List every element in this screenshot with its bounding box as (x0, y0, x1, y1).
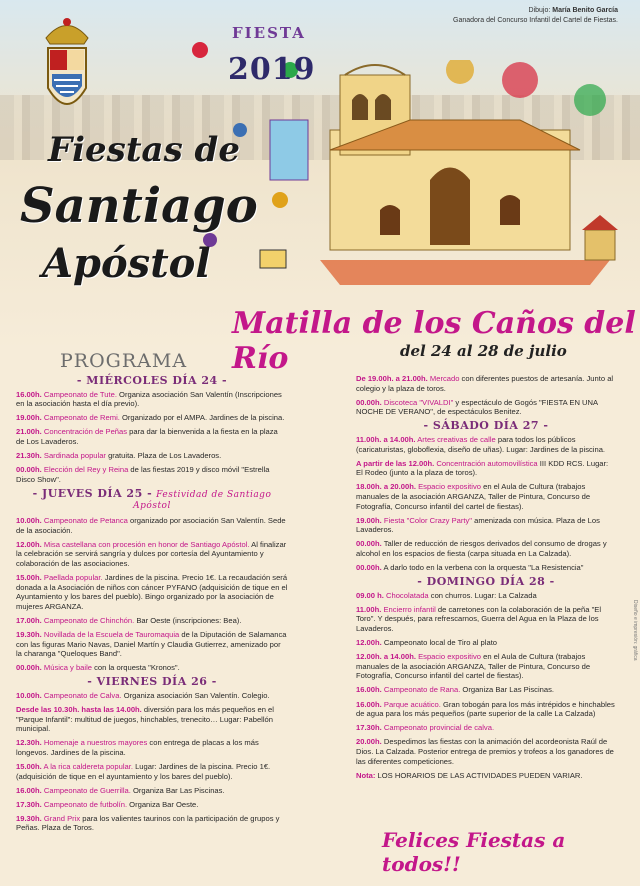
event-highlight: Campeonato de Guerrilla. (43, 785, 131, 795)
event-time: 00.00h. (356, 563, 382, 572)
event-details: en el Aula de Cultura (trabajos manuales de la asociación ARGANZA, Taller de Pintura, Concurso de Fotografía, Concurso infantil del cartel de fiestas). (356, 652, 591, 681)
program-event (16, 616, 288, 626)
event-highlight: Homenaje a nuestros mayores (43, 738, 148, 748)
event-highlight: Grand Prix (43, 813, 81, 823)
event-highlight: Chocolatada (386, 590, 429, 600)
event-time: Desde las 10.30h. hasta las 14.00h. (16, 705, 142, 715)
event-highlight: Campeonato de Chinchón. (43, 615, 135, 625)
event-time: 21.30h. (16, 451, 42, 461)
event-highlight: Fiesta "Color Crazy Party" (383, 515, 472, 525)
side-credit: Diseño e impresión: gráfica (632, 600, 638, 661)
program-event (356, 700, 616, 719)
program-event (356, 591, 616, 601)
event-highlight: Campeonato provincial de calva. (383, 723, 495, 733)
fiesta-year: 2019 (228, 52, 316, 87)
event-details: para todos los públicos (caricaturistas, globoflexia, diseño de uñas). Lugar: Jardines de la piscina. (356, 434, 606, 454)
event-details: Organiza Bar Las Piscinas. (130, 785, 225, 795)
event-details: LOS HORARIOS DE LAS ACTIVIDADES PUEDEN VARIAR. (377, 770, 583, 780)
fiesta-word: FIESTA (232, 24, 306, 42)
title-line-3: Apóstol (42, 240, 211, 287)
program-right-column (356, 374, 616, 785)
closing-greeting: Felices Fiestas a todos!! (382, 828, 566, 876)
program-event (16, 814, 288, 833)
event-details: de carretones con la colaboración de la peña "El Toro". Y después, para refrescarnos, Guerra del Agua en la Plaza de los Lavaderos. (356, 604, 602, 633)
event-time: 19.00h. (16, 413, 42, 423)
town-name: Matilla de los Caños del Río (232, 306, 636, 376)
day-heading (356, 577, 616, 587)
program-event (356, 771, 616, 781)
program-event (356, 459, 616, 478)
program-event (356, 563, 616, 573)
program-event (16, 705, 288, 734)
program-event (16, 762, 288, 781)
event-time: A partir de las 12.00h. (356, 458, 435, 468)
program-event (356, 723, 616, 733)
event-details: Organiza Bar Oeste. (127, 799, 199, 809)
program-event (356, 638, 616, 648)
event-details: Despedimos las fiestas con la animación del acordeonista Raúl de Dios. La Calzada. Posterior entrega de premios y trofeos a los ganadores de las diferentes competiciones. (356, 737, 614, 766)
event-time: 11.00h. a 14.00h. (356, 434, 416, 444)
event-time: 09.00 h. (356, 590, 384, 600)
event-time: 00.00h. (16, 663, 42, 673)
program-event (16, 630, 288, 659)
event-time: 16.00h. (16, 785, 42, 795)
program-event (16, 738, 288, 757)
event-details: con la orquesta "Kronos". (92, 663, 180, 673)
event-details: Lugar: Jardines de la piscina. Precio 1€. (adquisición de tique en el ayuntamiento y los bares del pueblo). (16, 762, 271, 781)
event-time: 00.00h. (356, 539, 382, 549)
event-time: 17.30h. (356, 723, 382, 733)
event-details: Taller de reducción de riesgos derivados del consumo de drogas y alcohol en los espacios de fiesta (carpa situada en La Calzada). (356, 539, 607, 558)
program-event (356, 737, 616, 766)
event-details: diversión para los más pequeños en el "Parque Infantil": multitud de juegos, hinchables, trenecito… Lugar: Pabellón municipal. (16, 705, 274, 734)
day-heading-text: - DOMINGO DÍA 28 - (417, 575, 555, 589)
event-time: 12.00h. a 14.00h. (356, 652, 416, 662)
program-event (16, 786, 288, 796)
event-time: 10.00h. (16, 516, 42, 526)
program-event (16, 451, 288, 461)
day-heading-text: - VIERNES DÍA 26 - (87, 675, 217, 689)
event-details: de las fiestas 2019 y disco móvil "Estrella Disco Show". (16, 465, 270, 484)
event-time: 11.00h. (356, 604, 382, 614)
day-heading (16, 486, 288, 512)
programa-heading: PROGRAMA (60, 350, 188, 372)
event-details: con entrega de placas a los más longevos. Jardines de la piscina. (16, 738, 259, 757)
program-event (16, 663, 288, 673)
event-details: Organiza Bar Las Piscinas. (460, 685, 555, 695)
program-event (16, 573, 288, 611)
event-details: para dar la bienvenida a la fiesta en la plaza de Los Lavaderos. (16, 427, 278, 446)
event-time: 10.00h. (16, 690, 42, 700)
event-highlight: Artes creativas de calle (417, 434, 496, 444)
event-time: 18.00h. a 20.00h. (356, 482, 416, 492)
event-highlight: Campeonato de Rana. (383, 685, 461, 695)
event-time: 19.30h. (16, 813, 42, 823)
event-time: 12.00h. (16, 539, 42, 549)
event-time: 21.00h. (16, 427, 42, 437)
event-highlight: Concentración automovilística (436, 458, 538, 468)
event-highlight: Campeonato de Calva. (43, 690, 122, 700)
event-time: 17.30h. (16, 799, 42, 809)
event-time: 12.00h. (356, 638, 382, 648)
event-details: para los valientes taurinos con la participación de grupos y Peñas. Plaza de Toros. (16, 813, 280, 833)
event-highlight: Discoteca "VIVALDI" (383, 397, 454, 407)
event-time: Nota: (356, 770, 376, 780)
event-time: De 19.00h. a 21.00h. (356, 374, 428, 383)
program-event (16, 516, 288, 535)
event-time: 16.00h. (356, 699, 382, 709)
program-event (356, 685, 616, 695)
event-highlight: Elección del Rey y Reina (43, 465, 129, 475)
event-highlight: Campeonato de Remi. (43, 413, 120, 423)
event-time: 17.00h. (16, 615, 42, 625)
event-highlight: Espacio expositivo (418, 652, 481, 662)
event-time: 19.30h. (16, 629, 42, 639)
event-time: 15.00h. (16, 762, 42, 771)
event-details: con diferentes puestos de artesanía. Junto al colegio y la plaza de toros. (356, 374, 614, 393)
event-time: 15.00h. (16, 573, 42, 582)
event-highlight: Paellada popular. (43, 573, 103, 582)
event-highlight: Campeonato de Petanca (43, 516, 128, 526)
event-details: organizado por asociación San Valentín. Sede de la asociación. (16, 516, 286, 535)
event-highlight: Espacio expositivo (418, 482, 481, 492)
event-highlight: Música y baile (43, 663, 93, 673)
event-time: 16.00h. (356, 685, 382, 695)
program-event (356, 516, 616, 535)
event-details: A darlo todo en la verbena con la orquesta "La Resistencia" (383, 563, 584, 572)
event-highlight: Misa castellana con procesión en honor de Santiago Apóstol. (43, 539, 250, 549)
event-time: 12.30h. (16, 738, 42, 748)
program-event (356, 482, 616, 511)
program-event (356, 374, 616, 393)
program-event (356, 435, 616, 454)
day-heading-text: - JUEVES DÍA 25 - (32, 486, 153, 500)
program-event (16, 390, 288, 409)
event-details: Campeonato local de Tiro al plato (383, 638, 498, 648)
program-left-column (16, 372, 288, 838)
event-details: Bar Oeste (inscripciones: Bea). (134, 615, 242, 625)
program-event (356, 652, 616, 681)
program-event (16, 413, 288, 423)
event-time: 00.00h. (16, 465, 42, 475)
event-highlight: Concentración de Peñas (43, 427, 128, 437)
event-details: Jardines de la piscina. Precio 1€. La recaudación será donada a la Asociación de niños con cáncer PYFANO (adquisición de tique en el Ayuntamiento y los bares del pueblo). Bingo organizado por la asociación de mujeres ARGANZA. (16, 573, 288, 611)
title-line-1: Fiestas de (48, 130, 240, 170)
title-line-2: Santiago (20, 178, 258, 234)
day-heading (16, 677, 288, 687)
day-heading (356, 421, 616, 431)
program-event (356, 398, 616, 417)
day-heading-text: - MIÉRCOLES DÍA 24 - (76, 374, 228, 387)
event-details: Organizado por el AMPA. Jardines de la piscina. (119, 413, 285, 423)
program-event (16, 540, 288, 569)
event-highlight: A la rica caldereta popular. (43, 762, 133, 771)
event-details: Gran tobogán para los más intrépidos e hinchables de agua para los más pequeños (parte superior de la calle La Calzada) (356, 699, 615, 719)
event-time: 16.00h. (16, 389, 42, 399)
event-details: gratuita. Plaza de Los Lavaderos. (105, 451, 222, 461)
event-details: Al finalizar la celebración se servirá sangría y dulces por cortesía del Ayuntamiento y colaboración de las asociaciones. (16, 539, 287, 568)
program-event (356, 539, 616, 558)
event-time: 19.00h. (356, 515, 382, 525)
festival-dates: del 24 al 28 de julio (400, 342, 567, 360)
event-details: Organiza asociación San Valentín (Inscripciones en la asociación hasta el día previo). (16, 389, 282, 409)
event-details: amenizada con música. Plaza de Los Lavaderos. (356, 515, 600, 535)
event-time: 20.00h. (356, 737, 382, 747)
event-details: con churros. Lugar: La Calzada (428, 590, 537, 600)
credit-line2: Ganadora del Concurso Infantil del Cartel de Fiestas. (453, 17, 618, 24)
event-highlight: Campeonato de Tute. (43, 389, 117, 399)
church-drawing (320, 60, 620, 285)
illustration-credit: Dibujo: María Benito García Ganadora del Concurso Infantil del Cartel de Fiestas. (453, 7, 618, 24)
credit-name: María Benito García (552, 7, 618, 14)
program-event (16, 800, 288, 810)
day-heading (16, 376, 288, 386)
event-highlight: Novillada de la Escuela de Tauromaquia (43, 629, 180, 639)
event-highlight: Sardinada popular (43, 451, 106, 461)
event-details: y espectáculo de Gogós "FIESTA EN UNA NOCHE DE VERANO", de espectáculos Benitez. (356, 397, 598, 417)
day-heading-text: - SÁBADO DÍA 27 - (423, 419, 549, 433)
event-details: Organiza asociación San Valentín. Colegio. (121, 690, 270, 700)
program-event (16, 427, 288, 446)
poster-hero (0, 0, 640, 345)
event-details: en el Aula de Cultura (trabajos manuales de la asociación ARGANZA, Taller de Pintura, Concurso de Fotografía, Concurso infantil del cartel de fiestas). (356, 482, 591, 511)
event-highlight: Mercado (429, 374, 460, 383)
event-highlight: Encierro infantil (383, 604, 436, 614)
program-event (16, 691, 288, 701)
program-event (356, 605, 616, 634)
event-details: III KDD RCS. Lugar: El Rodeo (junto a la plaza de toros). (356, 458, 609, 478)
event-highlight: Campeonato de futbolín. (43, 799, 128, 809)
event-highlight: Parque acuático. (383, 699, 441, 709)
coat-of-arms-icon (36, 8, 98, 128)
event-time: 00.00h. (356, 397, 382, 407)
program-event (16, 465, 288, 484)
event-details: de la Diputación de Salamanca con las figuras Mario Navas, Daniel Martín y Claudia Gutierrez, amenizado por la charanga "Queloques Band". (16, 629, 287, 659)
day-subtitle: Festividad de Santiago Apóstol (133, 489, 272, 512)
